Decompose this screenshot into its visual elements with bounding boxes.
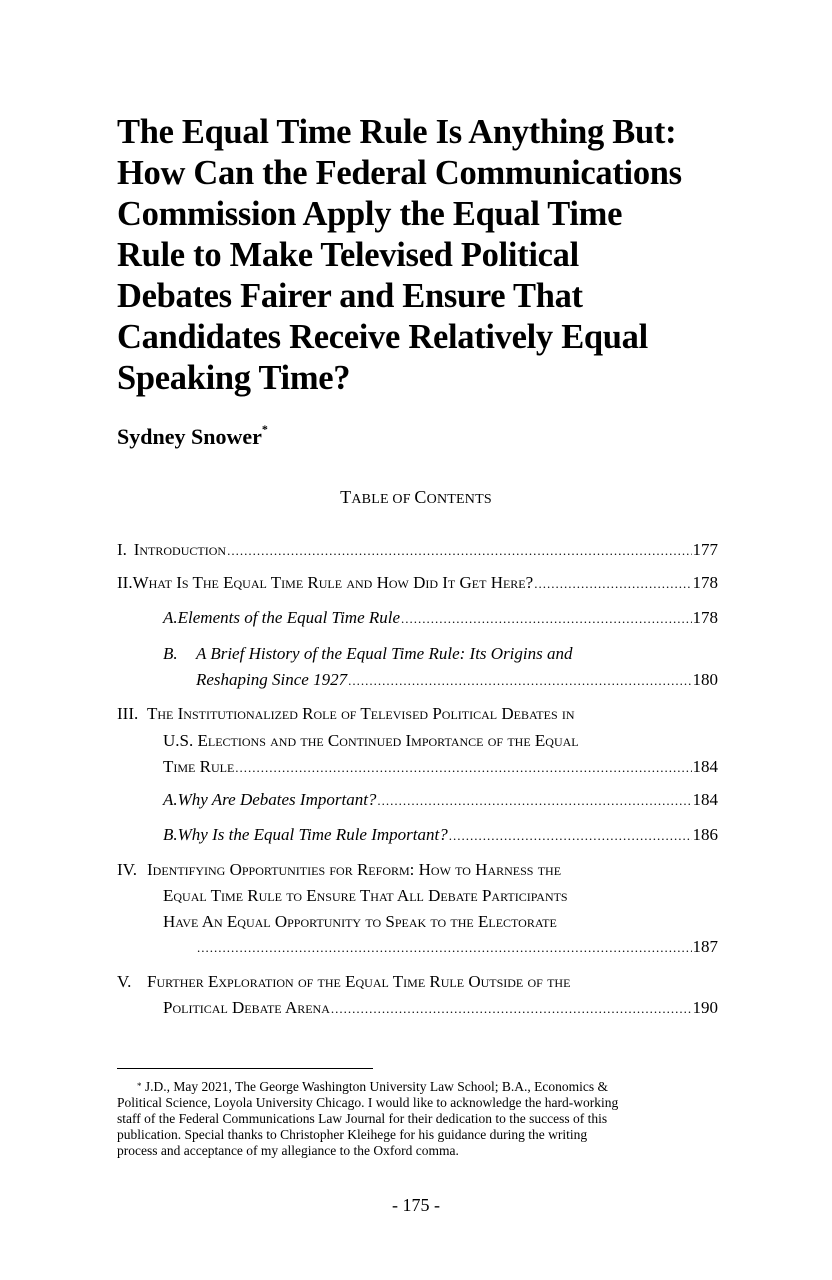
toc-entry-label: Time Rule (163, 757, 235, 776)
toc-subentry[interactable] (163, 644, 573, 668)
toc-entry[interactable] (117, 573, 718, 597)
toc-heading: TABLE OF CONTENTS (340, 487, 492, 507)
toc-entry-continuation[interactable] (163, 757, 718, 781)
footnote-divider (117, 1068, 373, 1069)
toc-entry-number: A. (163, 608, 178, 627)
toc-entry-label: U.S. Elections and the Continued Importance of the Equal (163, 731, 579, 750)
toc-page-number: 187 (692, 937, 718, 956)
footnote-line: * J.D., May 2021, The George Washington University Law School; B.A., Economics & (137, 1079, 608, 1094)
toc-entry-label: Have An Equal Opportunity to Speak to the Electorate (163, 912, 557, 931)
toc-page-number: 184 (692, 790, 718, 809)
footnote-line: publication. Special thanks to Christopher Kleihege for his guidance during the writing (117, 1127, 588, 1142)
toc-entry-label: Why Are Debates Important? (177, 790, 377, 809)
toc-subentry[interactable] (163, 825, 718, 849)
article-title (117, 112, 737, 399)
toc-leader-dots (377, 793, 691, 809)
title-line: Commission Apply the Equal Time (117, 195, 623, 233)
toc-entry-label: Further Exploration of the Equal Time Rule Outside of the (147, 972, 571, 991)
title-line: Speaking Time? (117, 359, 351, 397)
toc-entry-label: Elements of the Equal Time Rule (177, 608, 401, 627)
toc-entry-label: A Brief History of the Equal Time Rule: Its Origins and (196, 644, 573, 663)
toc-page-number: 178 (692, 608, 718, 627)
author-footnote-mark[interactable]: * (261, 422, 268, 436)
toc-leader-dots (197, 940, 692, 956)
toc-entry-number: B. (163, 825, 178, 844)
toc-entry[interactable] (117, 972, 570, 996)
toc-page-number: 190 (692, 998, 718, 1017)
page-number: - 175 - (392, 1195, 440, 1215)
toc-entry-continuation (163, 731, 579, 755)
title-line: Debates Fairer and Ensure That (117, 277, 583, 315)
title-line: How Can the Federal Communications (117, 154, 682, 192)
toc-entry-label: Introduction (133, 540, 227, 559)
toc-entry-number: B. (163, 644, 178, 663)
footnote-mark: * (137, 1081, 142, 1091)
toc-entry-continuation[interactable] (196, 670, 718, 694)
toc-entry-number: V. (117, 972, 132, 991)
toc-page-number: 186 (692, 825, 718, 844)
toc-entry-number: A. (163, 790, 178, 809)
toc-entry-continuation[interactable] (163, 998, 718, 1022)
toc-entry-label: What Is The Equal Time Rule and How Did It Get Here? (132, 573, 534, 592)
toc-entry-label: Why Is the Equal Time Rule Important? (177, 825, 448, 844)
toc-entry-number: III. (117, 704, 139, 723)
toc-page-number: 177 (692, 540, 718, 559)
toc-entry-continuation (163, 886, 568, 910)
toc-leader-dots (235, 760, 691, 776)
toc-page-number: 180 (692, 670, 718, 689)
toc-entry[interactable] (117, 540, 718, 564)
toc-page-number: 178 (692, 573, 718, 592)
toc-leader-dots (449, 828, 692, 844)
title-line: Rule to Make Televised Political (117, 236, 579, 274)
toc-subentry[interactable] (163, 790, 718, 814)
author-name: Sydney Snower (117, 424, 262, 449)
toc-leader-dots (348, 673, 691, 689)
author-byline (117, 424, 268, 450)
toc-entry[interactable] (117, 860, 561, 884)
toc-leader-dots (331, 1001, 692, 1017)
toc-entry-label: The Institutionalized Role of Televised Political Debates in (147, 704, 575, 723)
toc-page-number: 184 (692, 757, 718, 776)
toc-entry-continuation[interactable] (196, 937, 718, 961)
toc-entry-label: Reshaping Since 1927 (196, 670, 348, 689)
toc-entry-label: Identifying Opportunities for Reform: How to Harness the (147, 860, 562, 879)
toc-subentry[interactable] (163, 608, 718, 632)
toc-entry[interactable] (117, 704, 575, 728)
footnote (117, 1079, 715, 1159)
footnote-line: process and acceptance of my allegiance to the Oxford comma. (117, 1143, 459, 1158)
title-line: The Equal Time Rule Is Anything But: (117, 113, 677, 151)
toc-entry-number: I. (117, 540, 127, 559)
toc-entry-number: IV. (117, 860, 137, 879)
toc-leader-dots (401, 611, 691, 627)
toc-entry-continuation (163, 912, 557, 936)
toc-entry-number: II. (117, 573, 133, 592)
toc-leader-dots (227, 543, 691, 559)
toc-entry-label: Equal Time Rule to Ensure That All Debate Participants (163, 886, 568, 905)
toc-leader-dots (534, 576, 691, 592)
title-line: Candidates Receive Relatively Equal (117, 318, 648, 356)
toc-entry-label: Political Debate Arena (163, 998, 330, 1017)
footnote-line: Political Science, Loyola University Chicago. I would like to acknowledge the hard-working (117, 1095, 619, 1110)
footnote-line: staff of the Federal Communications Law Journal for their dedication to the success of this (117, 1111, 608, 1126)
